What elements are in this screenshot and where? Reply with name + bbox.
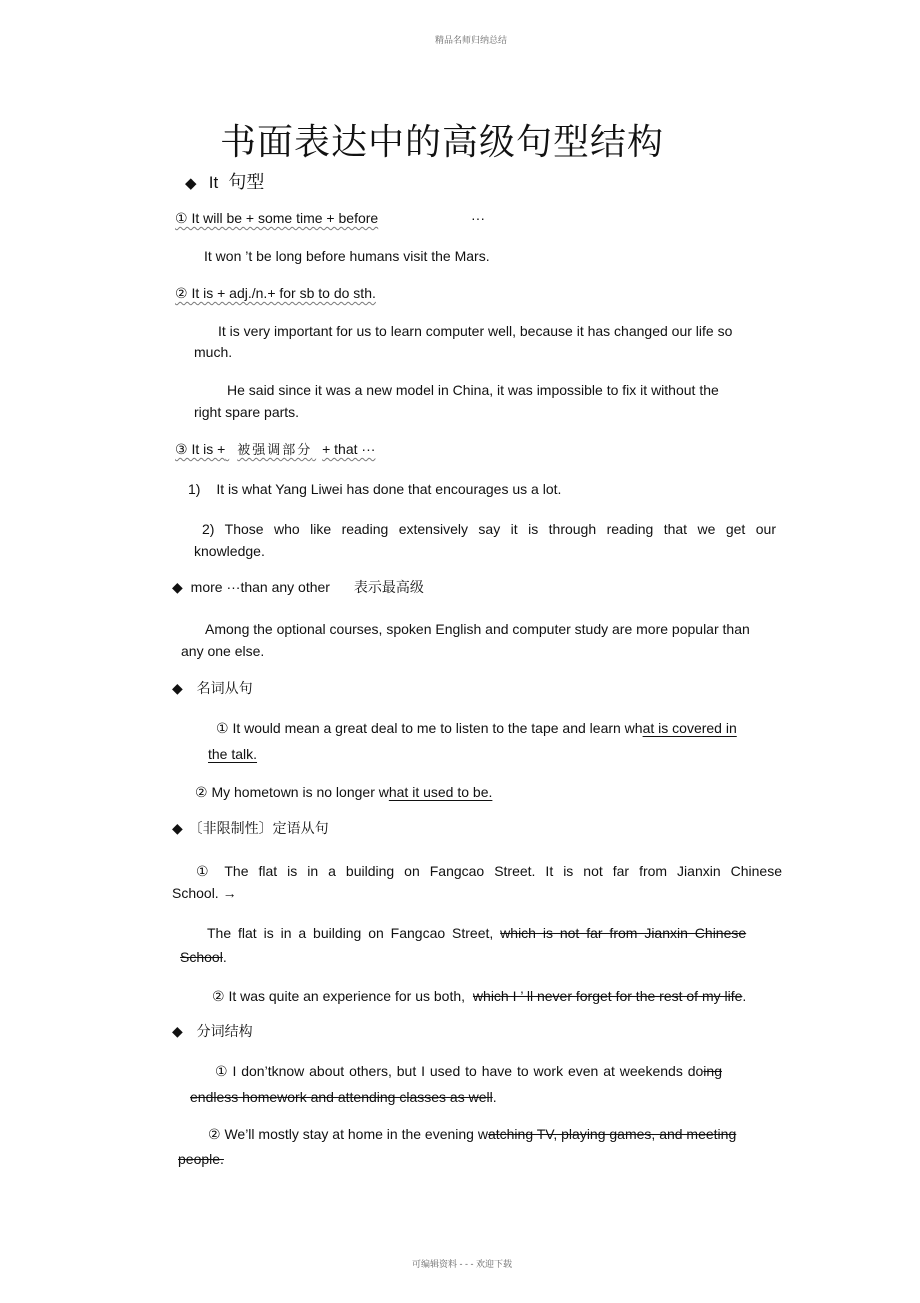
participle-example-1-c: endless homework and attending classes as well [190, 1089, 493, 1105]
participle-example-1-line-1 [215, 1060, 734, 1082]
participle-example-2-line-1 [208, 1123, 754, 1145]
section-attributive-clause-heading [172, 818, 329, 838]
attributive-example-2-c: . [742, 988, 747, 1004]
pattern-2-heading: ② It is + adj./n.+ for sb to do sth. [175, 285, 376, 301]
pattern-2-example-1-line-2: much. [194, 344, 233, 360]
noun-clause-example-1-b: at is covered in [642, 720, 737, 736]
page-title: 书面表达中的高级句型结构 [220, 122, 665, 163]
page-header: 精品名师归纳总结 [435, 35, 508, 45]
pattern-3-example-2-line-1: 2) Those who like reading extensively say it is through reading that we get our [202, 521, 776, 537]
pattern-1-dots: ··· [471, 210, 485, 226]
pattern-3-heading-b: + that ··· [322, 441, 376, 457]
attributive-example-1-line-1: ① The flat is in a building on Fangcao Street. It is not far from Jianxin Chinese [196, 863, 782, 879]
participle-example-1-d: . [492, 1089, 497, 1105]
section-noun-clause-label: 名词从句 [196, 681, 253, 697]
attributive-example-2-a: ② It was quite an experience for us both, [212, 988, 466, 1004]
attributive-example-1-line-2: School. → [172, 885, 237, 901]
section-it-label-zh: 句型 [228, 172, 265, 193]
bullet-icon: ◆ [172, 680, 183, 696]
bullet-icon: ◆ [172, 1023, 183, 1039]
pattern-3-example-1 [188, 478, 561, 500]
pattern-1-example: It won ’t be long before humans visit the Mars. [204, 248, 490, 264]
attributive-example-2-b: which I ’ ll never forget for the rest of my life [472, 988, 743, 1004]
section-it-heading [185, 168, 264, 194]
noun-clause-example-1-line-2: the talk. [208, 746, 258, 762]
section-more-label-zh: 表示最高级 [353, 580, 424, 596]
pattern-1-heading: ① It will be + some time + before [175, 210, 379, 226]
section-more-heading [172, 577, 424, 597]
noun-clause-example-1-a: ① It would mean a great deal to me to listen to the tape and learn wh [216, 720, 643, 736]
attributive-example-1b-line-2 [180, 946, 227, 968]
participle-example-2-b: atching TV, playing games, and meeting [487, 1126, 737, 1142]
noun-clause-example-2 [195, 781, 502, 803]
attributive-example-1b-a: The flat is in a building on Fangcao Street, [207, 925, 494, 941]
section-attributive-clause-label: 〔非限制性〕定语从句 [188, 821, 329, 837]
pattern-3-heading [175, 438, 394, 462]
attributive-example-1b-b: which is not far from Jianxin Chinese [500, 925, 747, 941]
section-participle-heading [172, 1021, 253, 1041]
bullet-icon: ◆ [185, 175, 197, 192]
bullet-icon: ◆ [172, 820, 183, 836]
participle-example-1-a: ① I don’tknow about others, but I used to have to work even at weekends do [215, 1063, 704, 1079]
pattern-2-example-1-line-1: It is very important for us to learn computer well, because it has changed our life so [218, 323, 733, 339]
pattern-2-example-2-line-2: right spare parts. [194, 404, 300, 420]
bullet-icon: ◆ [172, 579, 183, 595]
pattern-3-heading-zh: 被强调部分 [237, 443, 313, 458]
pattern-3-example-1-text: It is what Yang Liwei has done that encourages us a lot. [216, 481, 562, 497]
noun-clause-example-2-a: ② My hometown is no longer w [195, 784, 389, 800]
section-participle-label: 分词结构 [196, 1024, 253, 1040]
page-footer: 可编辑资料 - - - 欢迎下载 [412, 1259, 512, 1269]
pattern-3-heading-a: ③ It is + [175, 441, 226, 457]
participle-example-1-line-2 [190, 1086, 497, 1108]
participle-example-1-b: ing [703, 1063, 722, 1079]
section-it-label: It [208, 173, 219, 192]
participle-example-2-a: ② We’ll mostly stay at home in the evening w [208, 1126, 488, 1142]
noun-clause-example-2-b: hat it used to be. [388, 784, 493, 800]
pattern-2-example-2-line-1: He said since it was a new model in China, it was impossible to fix it without the [227, 382, 719, 398]
pattern-3-example-2-line-2: knowledge. [194, 543, 265, 559]
participle-example-2-line-2: people. [178, 1151, 224, 1167]
attributive-example-1b-d: . [222, 949, 227, 965]
section-more-label: more ···than any other [190, 579, 330, 595]
attributive-example-1b-line-1 [207, 922, 746, 944]
more-example-line-2: any one else. [181, 643, 265, 659]
pattern-3-example-1-number: 1) [188, 481, 201, 497]
attributive-example-2 [212, 985, 746, 1007]
more-example-line-1: Among the optional courses, spoken English and computer study are more popular than [205, 621, 750, 637]
attributive-example-1b-c: School [180, 949, 223, 965]
noun-clause-example-1-line-1 [216, 717, 761, 739]
section-noun-clause-heading [172, 678, 253, 698]
